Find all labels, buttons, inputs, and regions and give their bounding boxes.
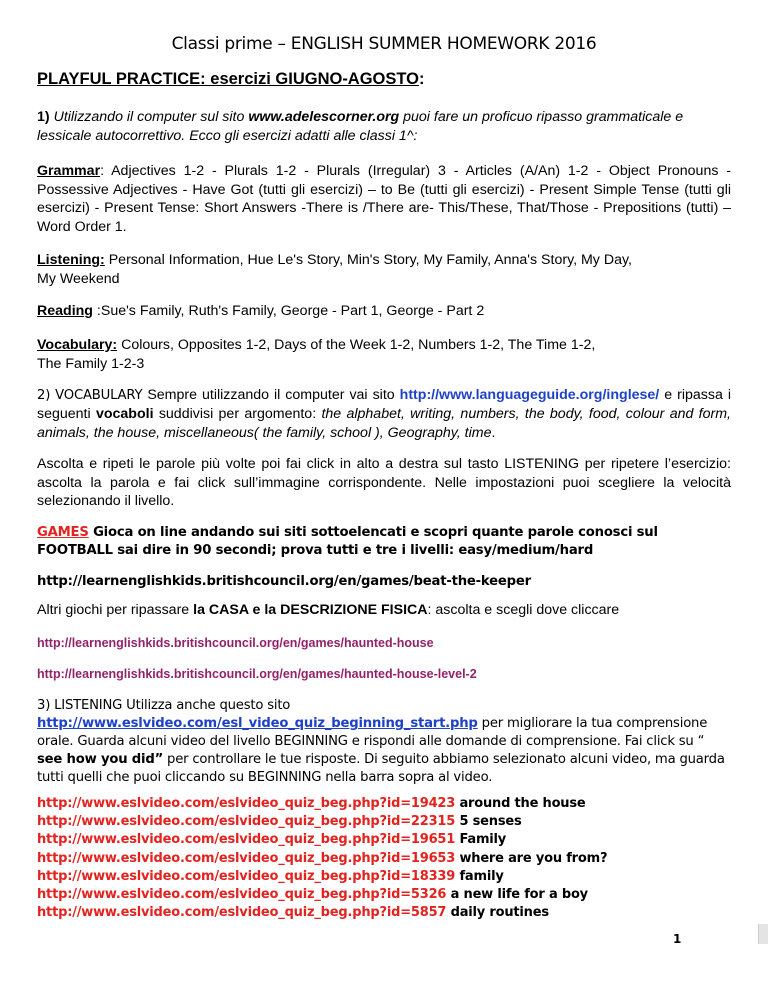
section-2-paragraph-2: Ascolta e ripeti le parole più volte poi fai click in alto a destra sul tasto LISTENING per ripetere l’esercizio: ascolta la parola e fai click sull’immagine corrispondente. Nelle impostazioni puoi scegliere la velocità selezionando il livello.: [37, 456, 731, 509]
video-item: [37, 904, 731, 922]
video-item: [37, 886, 731, 904]
grammar-label: Grammar: [37, 163, 101, 179]
section-3-text-a: Utilizza anche questo sito: [122, 698, 291, 713]
reading-text: :Sue's Family, Ruth's Family, George - Part 1, George - Part 2: [92, 303, 485, 319]
listening-paragraph: [37, 251, 731, 288]
video-item: [37, 795, 731, 813]
scroll-edge-tab[interactable]: [758, 924, 768, 944]
grammar-paragraph: [37, 162, 731, 236]
video-item: [37, 813, 731, 831]
section-3: [37, 697, 731, 787]
document-title: Classi prime – ENGLISH SUMMER HOMEWORK 2016: [171, 34, 597, 54]
section-1-number: 1): [37, 109, 50, 125]
section-2-label: 2) VOCABULARY: [37, 388, 143, 403]
heading-colon: :: [419, 70, 425, 88]
video-item: [37, 868, 731, 886]
grammar-text: : Adjectives 1-2 - Plurals 1-2 - Plurals (Irregular) 3 - Articles (A/An) 1-2 - Object Pronouns - Possessive Adjectives - Have Got (tutti gli esercizi) – to Be (tutti gli esercizi) - Present Simple Tense (tutti gli esercizi) - Present Tense: Short Answers -There is /There are- This/These, That/Those - Prepositions (tutti) – Word Order 1.: [37, 163, 731, 235]
see-how-you-did: see how you did”: [37, 752, 164, 767]
other-games-text-b: : ascolta e scegli dove cliccare: [427, 602, 620, 618]
video-list: [37, 795, 731, 922]
video-link[interactable]: http://www.eslvideo.com/eslvideo_quiz_beg.php?id=19653: [37, 850, 456, 866]
other-games-line: [37, 601, 731, 620]
section-1-text-b: puoi fare un proficuo ripasso grammaticale e lessicale autocorrettivo. Ecco gli esercizi adatti alle classi 1^:: [37, 109, 684, 144]
reading-label: Reading: [37, 303, 93, 319]
section-2: [37, 386, 731, 442]
video-link[interactable]: http://www.eslvideo.com/eslvideo_quiz_beg.php?id=22315: [37, 814, 456, 830]
vocabulary-label: Vocabulary:: [37, 337, 118, 353]
video-label: daily routines: [450, 905, 549, 921]
section-1: [37, 108, 731, 145]
page-number: 1: [673, 932, 682, 946]
vocabulary-paragraph: [37, 336, 731, 373]
video-link[interactable]: http://www.eslvideo.com/eslvideo_quiz_beg.php?id=5857: [37, 905, 447, 921]
languageguide-link[interactable]: http://www.languageguide.org/inglese/: [399, 387, 660, 403]
vocabulary-line-1: Colours, Opposites 1-2, Days of the Week 1-2, Numbers 1-2, The Time 1-2,: [117, 337, 596, 353]
listening-line-2: My Weekend: [37, 270, 120, 287]
games-label: GAMES: [37, 525, 89, 540]
section-1-text-a: Utilizzando il computer sul sito: [49, 109, 249, 125]
games-paragraph: [37, 524, 731, 560]
section-2-topics: the alphabet, writing, numbers, the body, food, colour and form, animals, the house, miscellaneous( the family, school ), Geography, time: [37, 406, 731, 441]
video-label: Family: [459, 832, 507, 848]
other-games-bold: la CASA e la DESCRIZIONE FISICA: [193, 602, 428, 618]
video-label: a new life for a boy: [450, 887, 588, 903]
video-link[interactable]: http://www.eslvideo.com/eslvideo_quiz_beg.php?id=5326: [37, 887, 447, 903]
video-link[interactable]: http://www.eslvideo.com/eslvideo_quiz_beg.php?id=19651: [37, 832, 456, 848]
video-link[interactable]: http://www.eslvideo.com/eslvideo_quiz_beg.php?id=18339: [37, 868, 456, 884]
vocabulary-line-2: The Family 1-2-3: [37, 355, 145, 372]
video-label: around the house: [459, 796, 586, 811]
section-2-text-c: suddivisi per argomento:: [153, 406, 322, 422]
beat-the-keeper-link[interactable]: http://learnenglishkids.britishcouncil.org/en/games/beat-the-keeper: [37, 574, 531, 589]
section-3-label: 3) LISTENING: [37, 698, 123, 713]
section-2-end: .: [491, 424, 496, 441]
listening-line-1: Personal Information, Hue Le's Story, Min's Story, My Family, Anna's Story, My Day,: [104, 252, 632, 268]
video-link[interactable]: http://www.eslvideo.com/eslvideo_quiz_beg.php?id=19423: [37, 796, 456, 811]
reading-paragraph: [37, 302, 731, 321]
other-games-text-a: Altri giochi per ripassare: [37, 602, 194, 618]
games-text: Gioca on line andando sui siti sottoelencati e scopri quante parole conosci sul FOOTBALL sai dire in 90 secondi; prova tutti e tre i livelli: easy/medium/hard: [37, 525, 658, 558]
haunted-house-link[interactable]: http://learnenglishkids.britishcouncil.org/en/games/haunted-house: [37, 636, 434, 650]
section-2-text-b: e ripassa i seguenti: [37, 387, 732, 422]
section-3-text-b: per migliorare la tua comprensione orale. Guarda alcuni video del livello BEGINNING e rispondi alle domande di comprensione. Fai click su “: [37, 716, 708, 749]
section-2-text-a: Sempre utilizzando il computer vai sito: [142, 387, 400, 403]
section-3-text-c: per controllare le tue risposte. Di seguito abbiamo selezionato alcuni video, ma guarda tutti quelli che puoi cliccando su BEGINNING nella barra sopra al video.: [37, 752, 725, 785]
video-item: [37, 850, 731, 868]
adelescorner-site[interactable]: www.adelescorner.org: [248, 109, 400, 125]
haunted-house-level-2-link[interactable]: http://learnenglishkids.britishcouncil.org/en/games/haunted-house-level-2: [37, 667, 477, 681]
eslvideo-start-link[interactable]: http://www.eslvideo.com/esl_video_quiz_beginning_start.php: [37, 716, 478, 731]
heading-text: PLAYFUL PRACTICE: esercizi GIUGNO-AGOSTO: [37, 70, 420, 88]
video-label: where are you from?: [459, 850, 608, 866]
video-label: 5 senses: [459, 814, 522, 830]
listening-label: Listening:: [37, 252, 105, 268]
video-label: family: [459, 868, 504, 884]
video-item: [37, 831, 731, 849]
section-2-bold: vocaboli: [95, 406, 154, 422]
section-heading: [37, 70, 731, 89]
